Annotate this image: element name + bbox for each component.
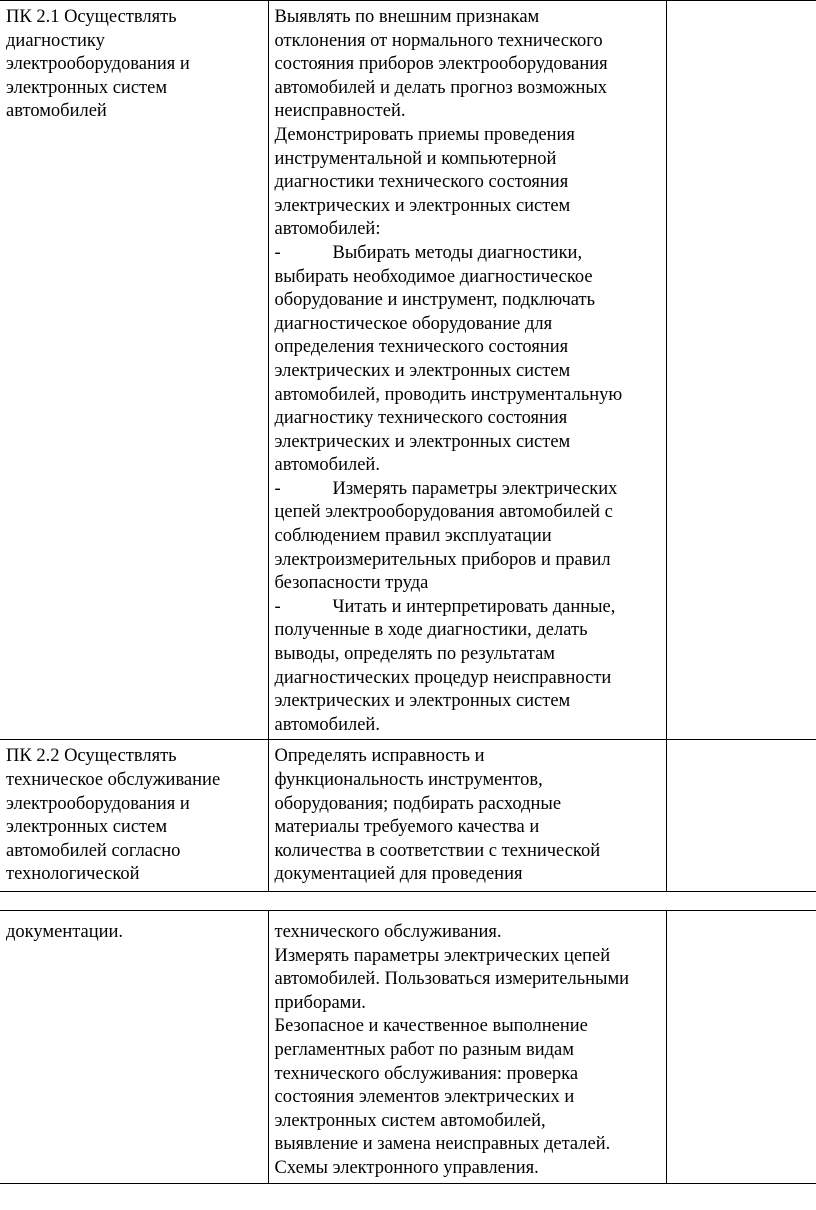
result-text: электроизмерительных приборов и правил — [274, 549, 611, 570]
result-text: полученные в ходе диагностики, делать — [274, 620, 588, 641]
result-text: Измерять параметры электрических — [332, 478, 618, 499]
result-line — [275, 384, 660, 408]
result-text: Безопасное и качественное выполнение — [274, 1016, 588, 1037]
result-line — [275, 360, 660, 384]
result-text: электрических и электронных систем — [274, 360, 571, 381]
result-text: диагностическое оборудование для — [274, 313, 553, 334]
result-text: отклонения от нормального технического — [274, 30, 603, 51]
result-text: состояния приборов электрооборудования — [274, 54, 608, 75]
competency-text-line: документации. — [6, 922, 124, 942]
result-text: технического обслуживания: проверка — [274, 1063, 579, 1084]
result-line — [275, 148, 660, 172]
result-text: Определять исправность и — [274, 746, 485, 767]
result-line — [275, 714, 660, 738]
bullet-dash: - — [274, 478, 281, 499]
result-text: состояния элементов электрических и — [274, 1087, 575, 1108]
competency-text-line: электрооборудования и — [6, 54, 190, 75]
competency-table-part-2 — [0, 910, 816, 1184]
result-text: автомобилей. — [274, 455, 380, 476]
bullet-dash: - — [274, 596, 281, 617]
competency-text-line: электрооборудования и — [6, 793, 190, 814]
result-text: автомобилей. — [274, 714, 380, 735]
result-text: Выявлять по внешним признакам — [274, 7, 540, 27]
competency-text-line: электронных систем — [6, 77, 168, 98]
result-line — [275, 1039, 660, 1063]
result-line — [275, 549, 660, 573]
result-line — [275, 289, 660, 313]
result-text: Выбирать методы диагностики, — [332, 242, 583, 263]
result-line — [275, 431, 660, 455]
results-cell — [268, 1, 666, 740]
result-line — [275, 336, 660, 360]
bullet-dash: - — [274, 242, 281, 263]
result-text: инструментальной и компьютерной — [274, 148, 557, 169]
result-line — [275, 1015, 660, 1039]
competency-text-line: ПК 2.1 Осуществлять — [6, 7, 177, 27]
table-row — [0, 911, 816, 1184]
competency-text-line: автомобилей согласно — [6, 840, 181, 861]
result-text: автомобилей: — [274, 219, 381, 240]
result-text: Схемы электронного управления. — [274, 1157, 539, 1178]
competency-text-line: диагностику — [6, 30, 105, 51]
result-line — [275, 1157, 660, 1181]
table-row — [0, 740, 816, 892]
result-text: автомобилей, проводить инструментальную — [274, 384, 623, 405]
result-text: выбирать необходимое диагностическое — [274, 266, 593, 287]
result-text: оборудования; подбирать расходные — [274, 793, 562, 814]
result-line — [275, 745, 660, 769]
result-text: электрических и электронных систем — [274, 691, 571, 712]
result-text: Читать и интерпретировать данные, — [332, 596, 616, 617]
results-cell — [268, 911, 666, 1184]
assessment-cell — [666, 1, 816, 740]
result-line — [275, 30, 660, 54]
result-line — [275, 992, 660, 1016]
result-text: функциональность инструментов, — [274, 770, 543, 790]
result-line — [275, 1063, 660, 1087]
result-line — [275, 124, 660, 148]
result-line — [275, 171, 660, 195]
bullet-line — [275, 478, 660, 502]
result-line — [275, 454, 660, 478]
result-line — [275, 313, 660, 337]
result-text: электронных систем автомобилей, — [274, 1110, 546, 1131]
result-line — [275, 667, 660, 691]
result-line — [275, 1110, 660, 1134]
result-text: регламентных работ по разным видам — [274, 1039, 574, 1060]
result-line — [275, 266, 660, 290]
result-text: Демонстрировать приемы проведения — [274, 124, 575, 145]
result-text: оборудование и инструмент, подключать — [274, 290, 596, 311]
result-line — [275, 218, 660, 242]
result-text: определения технического состояния — [274, 337, 569, 358]
result-line — [275, 100, 660, 124]
result-text: материалы требуемого качества и — [274, 817, 540, 838]
result-line — [275, 840, 660, 864]
bullet-line — [275, 596, 660, 620]
competency-cell — [0, 1, 268, 740]
result-text: выводы, определять по результатам — [274, 644, 556, 665]
bullet-line — [275, 242, 660, 266]
result-text: диагностики технического состояния — [274, 172, 569, 193]
result-text: соблюдением правил эксплуатации — [274, 526, 552, 547]
result-text: технического обслуживания. — [274, 922, 502, 942]
result-text: документацией для проведения — [274, 864, 523, 885]
competency-text-line: электронных систем — [6, 817, 168, 838]
result-text: безопасности труда — [274, 573, 429, 594]
result-line — [275, 572, 660, 596]
result-text: электрических и электронных систем — [274, 195, 571, 216]
result-line — [275, 501, 660, 525]
result-line — [275, 690, 660, 714]
assessment-cell — [666, 740, 816, 892]
result-line — [275, 1086, 660, 1110]
result-line — [275, 643, 660, 667]
result-line — [275, 619, 660, 643]
result-line — [275, 525, 660, 549]
result-text: неисправностей. — [274, 101, 406, 122]
result-text: цепей электрооборудования автомобилей с — [274, 502, 613, 523]
result-text: электрических и электронных систем — [274, 431, 571, 452]
competency-text-line: техническое обслуживание — [6, 770, 221, 790]
result-line — [275, 968, 660, 992]
competency-text-line: автомобилей — [6, 101, 107, 122]
result-line — [275, 816, 660, 840]
result-text: Измерять параметры электрических цепей — [274, 945, 611, 966]
result-line — [275, 407, 660, 431]
table-row — [0, 1, 816, 740]
result-line — [275, 195, 660, 219]
result-line — [275, 921, 660, 945]
competency-cell — [0, 911, 268, 1184]
result-line — [275, 1133, 660, 1157]
competency-cell — [0, 740, 268, 892]
result-text: выявление и замена неисправных деталей. — [274, 1134, 611, 1155]
result-text: диагностику технического состояния — [274, 408, 568, 429]
result-text: приборами. — [274, 992, 366, 1013]
result-text: диагностических процедур неисправности — [274, 667, 612, 688]
result-line — [275, 53, 660, 77]
result-line — [275, 77, 660, 101]
assessment-cell — [666, 911, 816, 1184]
result-text: количества в соответствии с технической — [274, 840, 601, 861]
competency-text-line: технологической — [6, 864, 140, 885]
result-line — [275, 769, 660, 793]
result-text: автомобилей. Пользоваться измерительными — [274, 969, 630, 990]
result-text: автомобилей и делать прогноз возможных — [274, 77, 608, 98]
result-line — [275, 863, 660, 887]
results-cell — [268, 740, 666, 892]
result-line — [275, 945, 660, 969]
competency-text-line: ПК 2.2 Осуществлять — [6, 746, 177, 767]
result-line — [275, 6, 660, 30]
result-line — [275, 793, 660, 817]
